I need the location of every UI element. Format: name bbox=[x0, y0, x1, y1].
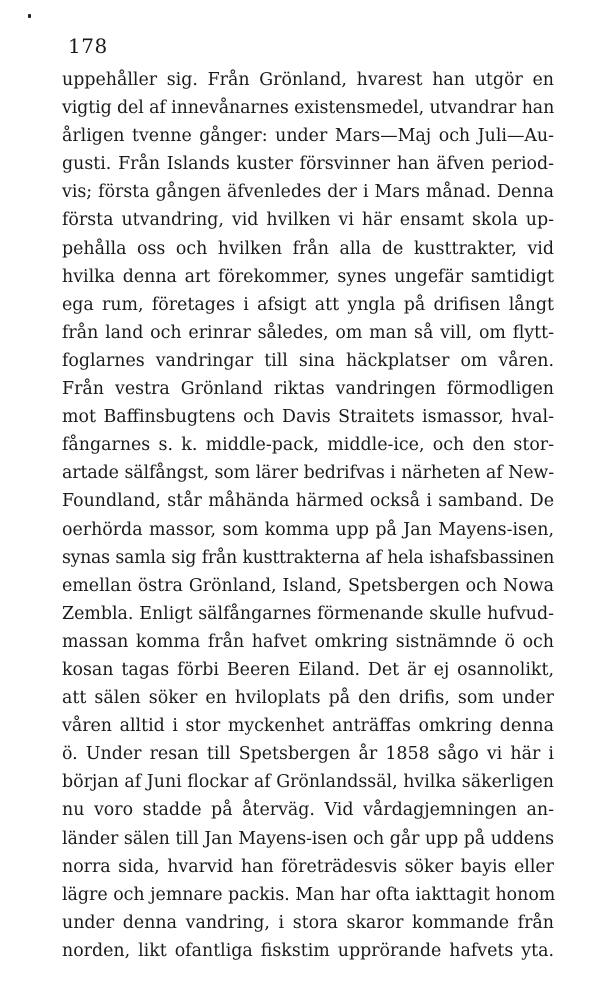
text-line: norden, likt ofantliga fiskstim upprörande hafvets yta. bbox=[62, 940, 554, 961]
text-line: gusti. Från Islands kuster försvinner han äfven period- bbox=[62, 154, 554, 175]
body-text bbox=[62, 66, 554, 965]
text-line: från land och erinrar således, om man så vill, om flytt- bbox=[62, 322, 554, 343]
text-line: fångarnes s. k. middle-pack, middle-ice, och den stor- bbox=[62, 435, 554, 456]
scan-mark bbox=[28, 14, 31, 18]
text-line: Zembla. Enligt sälfångarnes förmenande skulle hufvud- bbox=[62, 603, 554, 624]
text-line: Från vestra Grönland riktas vandringen förmodligen bbox=[62, 379, 554, 400]
text-line: ega rum, företages i afsigt att yngla på drifisen långt bbox=[62, 294, 554, 315]
text-line: lägre och jemnare packis. Man har ofta iakttagit honom bbox=[62, 884, 556, 905]
text-line: under denna vandring, i stora skaror kommande från bbox=[62, 912, 554, 933]
text-line: länder sälen till Jan Mayens-isen och går upp på uddens bbox=[62, 828, 554, 849]
text-line: synas samla sig från kusttrakterna af hela ishafsbassinen bbox=[62, 547, 554, 568]
text-line: emellan östra Grönland, Island, Spetsbergen och Nowa bbox=[62, 575, 554, 596]
text-line: foglarnes vandringar till sina häckplatser om våren. bbox=[62, 350, 554, 371]
text-line: kosan tagas förbi Beeren Eiland. Det är ej osannolikt, bbox=[62, 659, 554, 680]
text-line: början af Juni flockar af Grönlandssäl, hvilka säkerligen bbox=[62, 772, 554, 793]
text-line: årligen tvenne gånger: under Mars—Maj och Juli—Au- bbox=[62, 126, 554, 147]
text-line: norra sida, hvarvid han företrädesvis söker bayis eller bbox=[62, 856, 554, 877]
text-line: hvilka denna art förekommer, synes ungefär samtidigt bbox=[62, 266, 554, 287]
text-line: vigtig del af innevånarnes existensmedel, utvandrar han bbox=[62, 98, 555, 119]
text-line: våren alltid i stor myckenhet anträffas omkring denna bbox=[62, 716, 554, 737]
text-line: massan komma från hafvet omkring sistnämnde ö och bbox=[62, 631, 554, 652]
text-line: att sälen söker en hviloplats på den drifis, som under bbox=[62, 688, 554, 709]
text-line: Foundland, står måhända härmed också i samband. De bbox=[62, 491, 554, 512]
text-line: pehålla oss och hvilken från alla de kusttrakter, vid bbox=[62, 238, 554, 259]
text-line: vis; första gången äfvenledes der i Mars månad. Denna bbox=[62, 182, 554, 203]
text-line: första utvandring, vid hvilken vi här ensamt skola up- bbox=[62, 210, 554, 231]
text-line: ö. Under resan till Spetsbergen år 1858 sågo vi här i bbox=[62, 744, 554, 765]
text-line: artade sälfångst, som lärer bedrifvas i närheten af New- bbox=[62, 463, 554, 484]
text-line: nu voro stadde på återväg. Vid vårdagjemningen an- bbox=[62, 800, 554, 821]
page-number: 178 bbox=[68, 34, 108, 58]
text-line: uppehåller sig. Från Grönland, hvarest han utgör en bbox=[62, 70, 554, 90]
text-line: mot Baffinsbugtens och Davis Straitets ismassor, hval- bbox=[62, 407, 554, 428]
text-line: oerhörda massor, som komma upp på Jan Mayens-isen, bbox=[62, 519, 554, 540]
